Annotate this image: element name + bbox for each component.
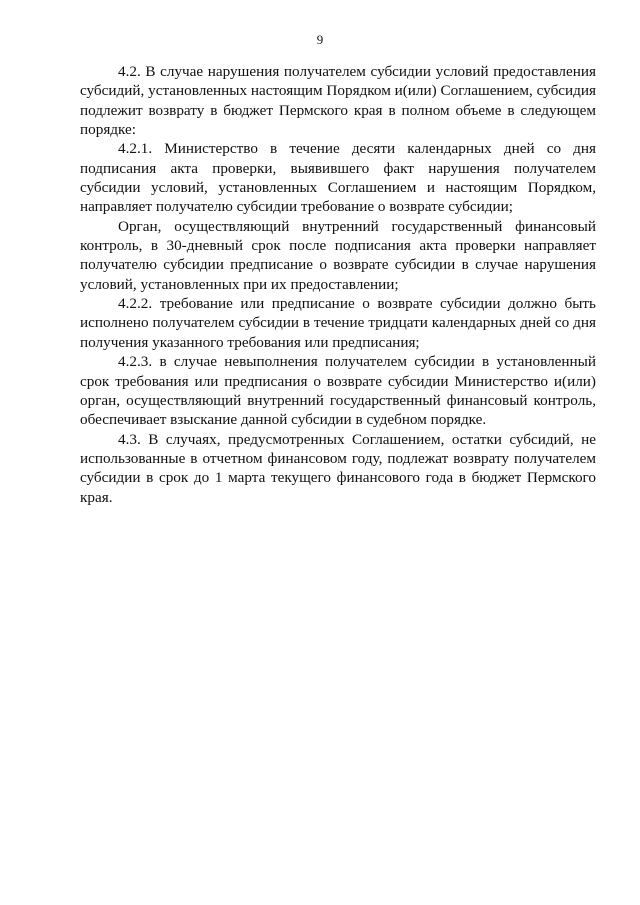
paragraph-4-2: 4.2. В случае нарушения получателем субсидии условий предоставления субсидий, установленных настоящим Порядком и(или) Соглашением, субсидия подлежит возврату в бюджет Пермского края в полном объеме в следующем порядке:: [80, 63, 597, 139]
page-number: 9: [316, 32, 324, 47]
paragraph-control-body: Орган, осуществляющий внутренний государственный финансовый контроль, в 30-дневный срок после подписания акта проверки направляет получателю субсидии предписание о возврате субсидии в случае нарушения условий, установленных при их предоставлении;: [80, 217, 596, 293]
document-body: [80, 62, 596, 507]
paragraph-4-3: 4.3. В случаях, предусмотренных Соглашением, остатки субсидий, не использованные в отчетном финансовом году, подлежат возврату получателем субсидии в срок до 1 марта текущего финансового года в бюджет Пермского края.: [80, 430, 596, 506]
paragraph-4-2-3: 4.2.3. в случае невыполнения получателем субсидии в установленный срок требования или предписания о возврате субсидии Министерство и(или) орган, осуществляющий внутренний государственный финансовый контроль, обеспечивает взыскание данной субсидии в судебном порядке.: [80, 353, 596, 429]
paragraph-4-2-1: 4.2.1. Министерство в течение десяти календарных дней со дня подписания акта проверки, выявившего факт нарушения получателем субсидии условий, установленных Соглашением и настоящим Порядком, направляет получателю субсидии требование о возврате субсидии;: [80, 140, 596, 216]
paragraph-4-2-2: 4.2.2. требование или предписание о возврате субсидии должно быть исполнено получателем субсидии в течение тридцати календарных дней со дня получения указанного требования или предписания;: [80, 295, 596, 351]
